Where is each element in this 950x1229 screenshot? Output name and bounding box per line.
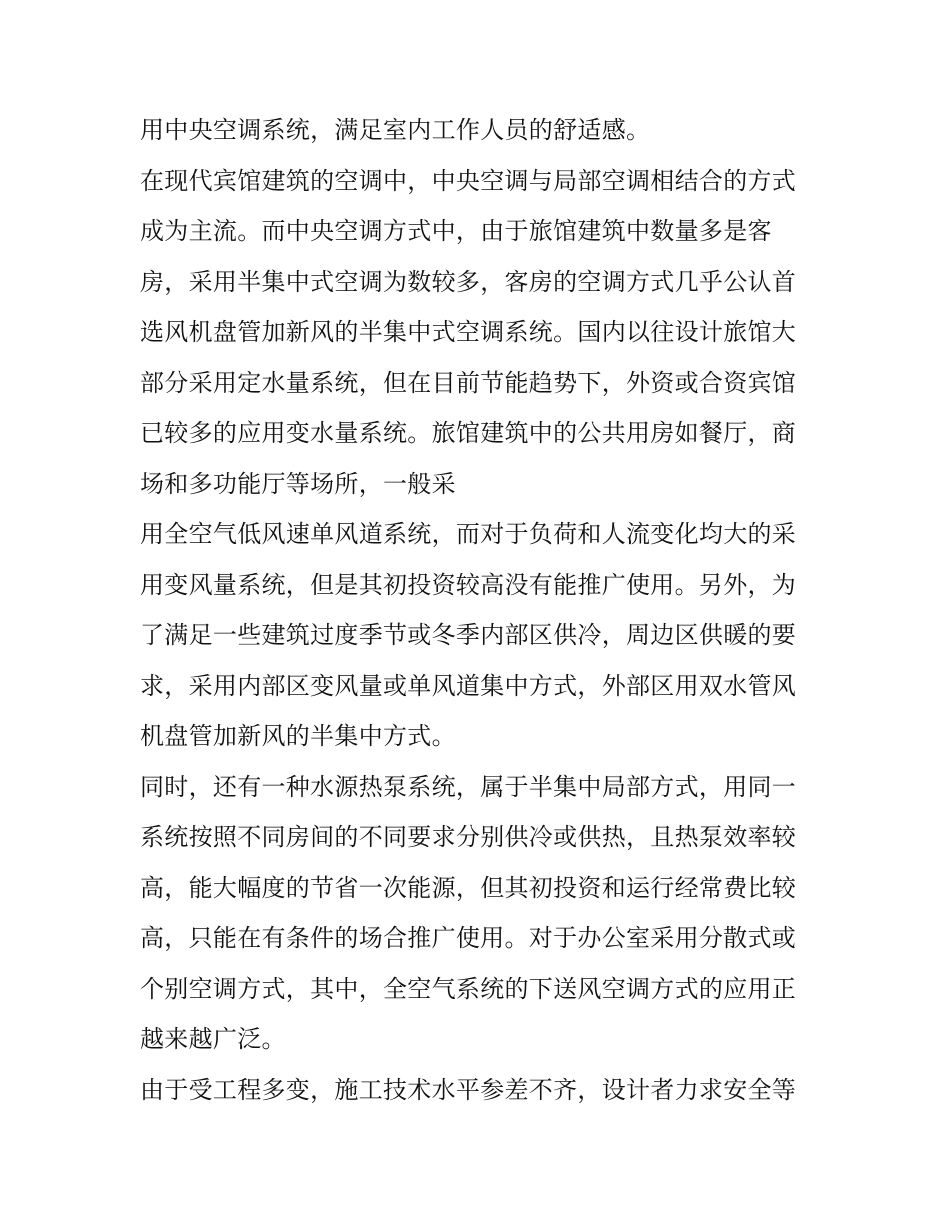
text-line: 越来越广泛。 [140, 1025, 286, 1053]
text-line: 高，能大幅度的节省一次能源，但其初投资和运行经常费比较 [140, 873, 797, 902]
document-body-text [140, 105, 820, 1115]
text-line: 在现代宾馆建筑的空调中，中央空调与局部空调相结合的方式 [140, 166, 797, 195]
text-line: 求，采用内部区变风量或单风道集中方式，外部区用双水管风 [140, 671, 797, 700]
text-line: 用全空气低风速单风道系统，而对于负荷和人流变化均大的采 [140, 520, 797, 548]
text-line: 已较多的应用变水量系统。旅馆建筑中的公共用房如餐厅，商 [140, 419, 797, 447]
text-line: 了满足一些建筑过度季节或冬季内部区供冷，周边区供暖的要 [140, 621, 797, 649]
text-line: 选风机盘管加新风的半集中式空调系统。国内以往设计旅馆大 [140, 318, 797, 346]
text-line: 部分采用定水量系统，但在目前节能趋势下，外资或合资宾馆 [140, 368, 797, 397]
text-line: 系统按照不同房间的不同要求分别供冷或供热，且热泵效率较 [140, 823, 797, 851]
text-line: 房，采用半集中式空调为数较多，客房的空调方式几乎公认首 [140, 267, 797, 296]
text-line: 同时，还有一种水源热泵系统，属于半集中局部方式，用同一 [140, 772, 797, 801]
text-line: 个别空调方式，其中，全空气系统的下送风空调方式的应用正 [140, 974, 797, 1003]
text-line: 用中央空调系统，满足室内工作人员的舒适感。 [140, 116, 651, 144]
text-line: 机盘管加新风的半集中方式。 [140, 722, 456, 750]
text-line: 高，只能在有条件的场合推广使用。对于办公室采用分散式或 [140, 924, 797, 952]
text-line: 由于受工程多变，施工技术水平参差不齐，设计者力求安全等 [140, 1075, 797, 1104]
text-line: 场和多功能厅等场所，一般采 [140, 469, 456, 498]
text-line: 用变风量系统，但是其初投资较高没有能推广使用。另外，为 [140, 570, 797, 599]
text-line: 成为主流。而中央空调方式中，由于旅馆建筑中数量多是客 [140, 217, 772, 245]
